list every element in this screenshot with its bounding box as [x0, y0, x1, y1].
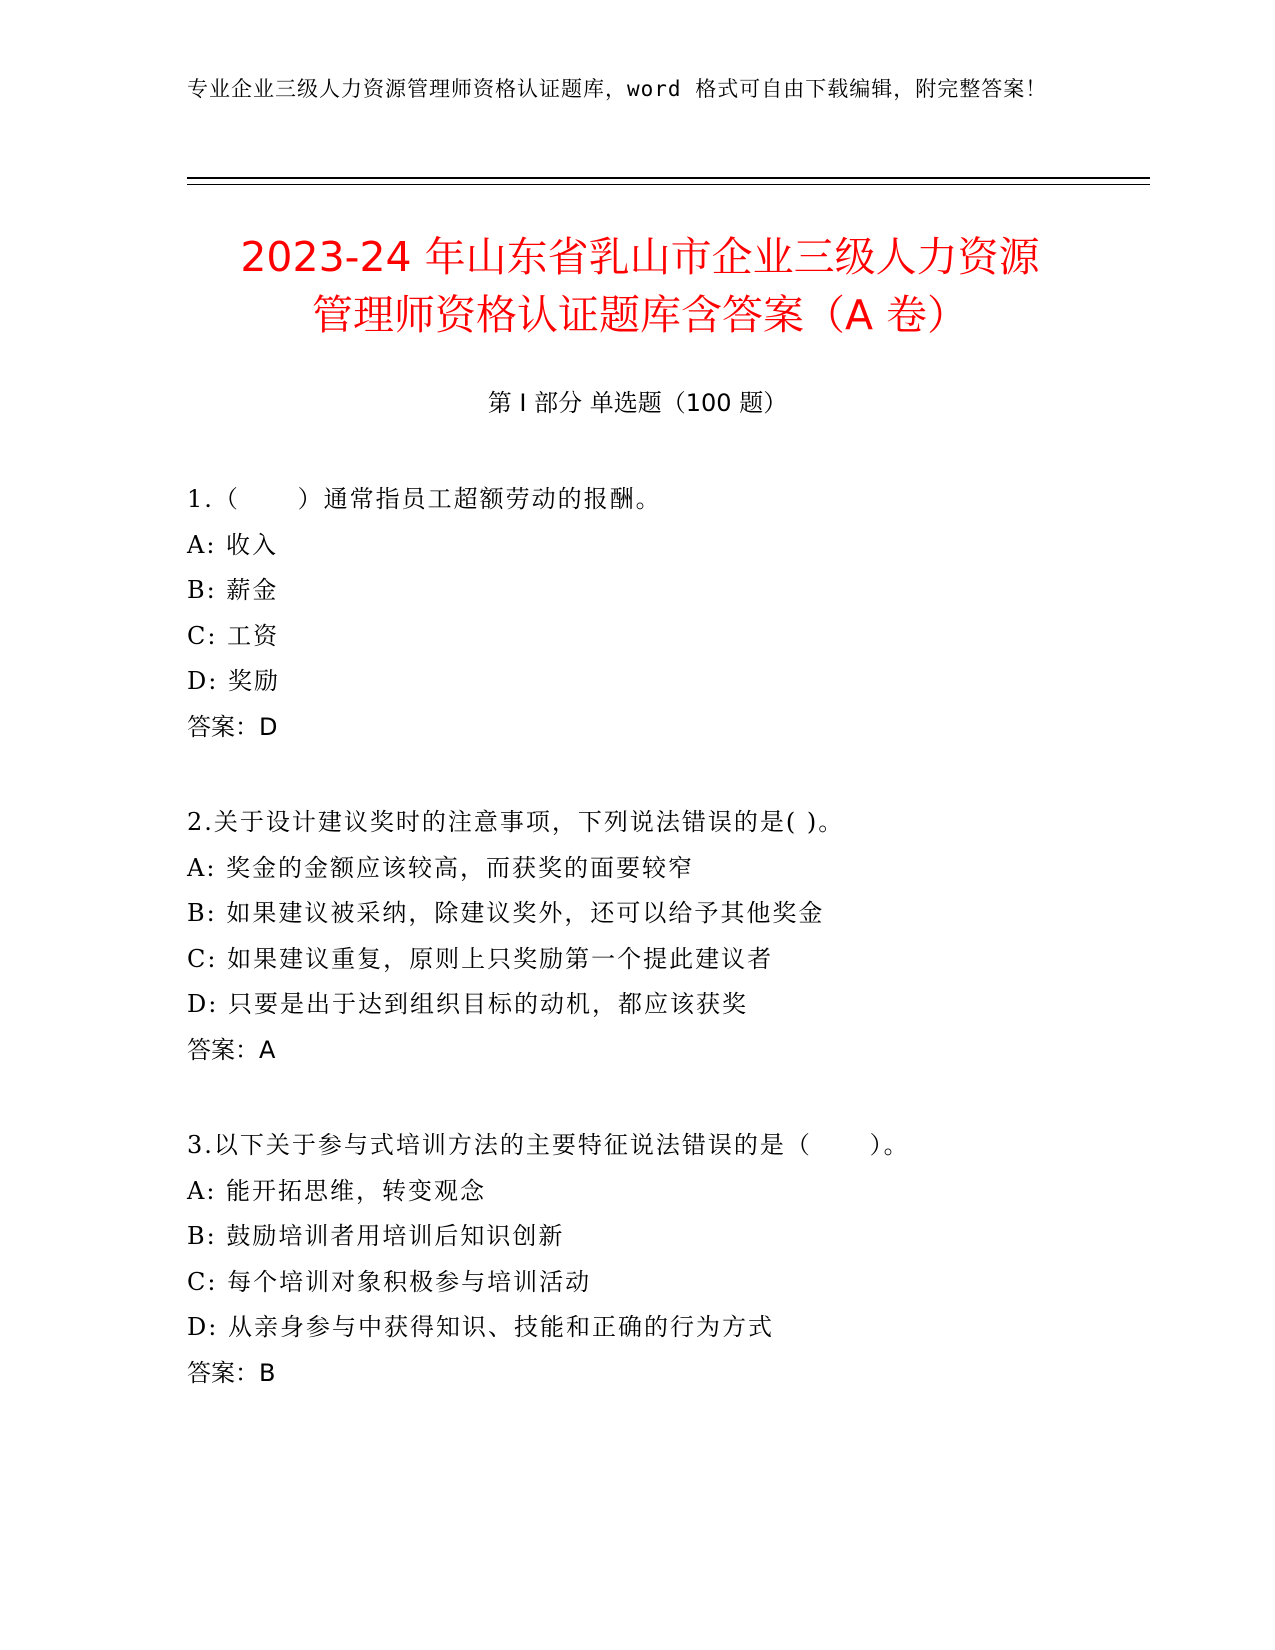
question-stem: 2.关于设计建议奖时的注意事项，下列说法错误的是( )。: [187, 808, 845, 836]
answer: 答案：A: [187, 1035, 276, 1064]
answer: 答案：B: [187, 1358, 276, 1387]
header-note: 专业企业三级人力资源管理师资格认证题库，word 格式可自由下载编辑，附完整答案！: [187, 77, 1048, 101]
question-1: [187, 477, 1147, 750]
header-divider-thick: [187, 177, 1150, 179]
option-a: A: 能开拓思维，转变观念: [187, 1176, 487, 1205]
option-d: D: 只要是出于达到组织目标的动机，都应该获奖: [187, 990, 748, 1018]
option-c: C: 每个培训对象积极参与培训活动: [187, 1267, 592, 1296]
section-title: 第 I 部分 单选题（100 题）: [487, 389, 788, 417]
option-b: B: 如果建议被采纳，除建议奖外，还可以给予其他奖金: [187, 899, 825, 927]
option-a: A: 奖金的金额应该较高，而获奖的面要较窄: [187, 853, 695, 882]
header-divider-thin: [187, 184, 1150, 185]
question-3: [187, 1123, 1147, 1396]
option-b: B: 薪金: [187, 576, 279, 604]
document-title: [160, 228, 1120, 344]
option-b: B: 鼓励培训者用培训后知识创新: [187, 1222, 565, 1250]
document-title-line-2: 管理师资格认证题库含答案（A 卷）: [311, 291, 969, 339]
option-d: D: 从亲身参与中获得知识、技能和正确的行为方式: [187, 1313, 774, 1341]
option-c: C: 如果建议重复，原则上只奖励第一个提此建议者: [187, 944, 774, 973]
question-2: [187, 800, 1147, 1073]
option-c: C: 工资: [187, 621, 280, 650]
option-d: D: 奖励: [187, 667, 280, 695]
option-a: A: 收入: [187, 530, 279, 559]
question-list: [187, 477, 1147, 1446]
question-stem: 1.（ ）通常指员工超额劳动的报酬。: [187, 485, 662, 513]
answer: 答案：D: [187, 712, 278, 741]
document-title-line-1: 2023-24 年山东省乳山市企业三级人力资源: [240, 233, 1040, 281]
question-stem: 3.以下关于参与式培训方法的主要特征说法错误的是（ ）。: [187, 1131, 910, 1159]
